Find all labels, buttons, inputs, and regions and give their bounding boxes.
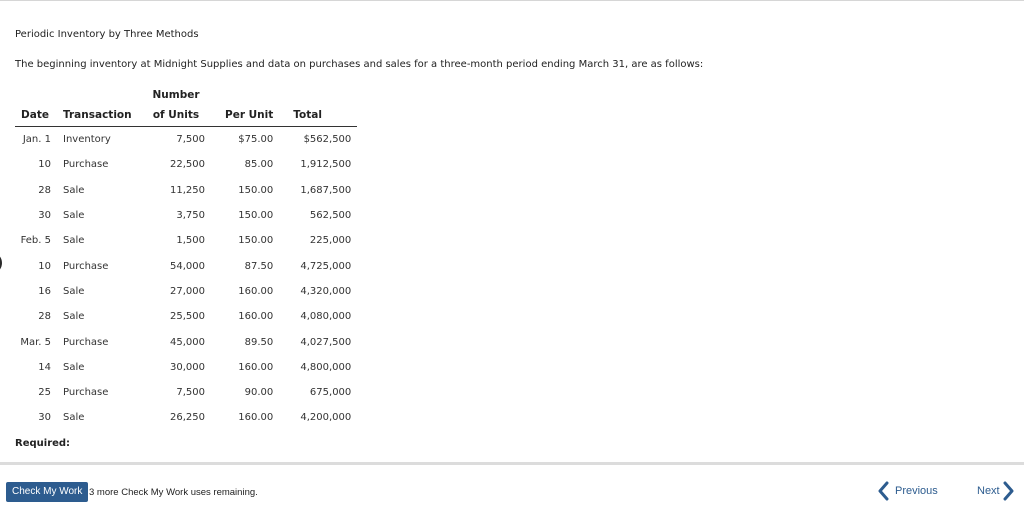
cell-date: Mar. 5 (20, 336, 51, 348)
cell-transaction: Sale (63, 311, 85, 323)
cell-per-unit: 150.00 (238, 210, 274, 222)
cell-transaction: Inventory (63, 134, 111, 146)
header-transaction: Transaction (57, 104, 141, 127)
cell-total: $562,500 (303, 134, 352, 146)
header-units-top: Number (152, 88, 200, 101)
chevron-right-icon (1003, 481, 1015, 501)
cell-units: 54,000 (170, 260, 205, 272)
table-row (15, 203, 357, 228)
cell-date: 30 (38, 412, 51, 424)
cell-units: 11,250 (170, 184, 205, 196)
cell-total: 4,080,000 (300, 311, 352, 323)
cell-transaction: Sale (63, 210, 85, 222)
table-row (15, 228, 357, 253)
cell-total: 4,320,000 (300, 285, 352, 297)
cell-transaction: Sale (63, 235, 85, 247)
check-my-work-button[interactable]: Check My Work (6, 482, 88, 502)
table-header-row-top (15, 85, 357, 104)
required-label: Required: (15, 438, 71, 449)
cell-transaction: Sale (63, 361, 85, 373)
next-label: Next (977, 485, 1000, 497)
intro-text: The beginning inventory at Midnight Supplies and data on purchases and sales for a three-month period ending March 31, are as follows: (15, 59, 704, 70)
cell-transaction: Purchase (63, 387, 109, 399)
cell-units: 3,750 (176, 210, 205, 222)
cell-per-unit: 160.00 (238, 311, 274, 323)
cell-transaction: Sale (63, 412, 85, 424)
cell-units: 27,000 (170, 285, 205, 297)
table-row (15, 380, 357, 405)
next-button[interactable] (977, 480, 1015, 502)
cell-units: 22,500 (170, 159, 205, 171)
table-row (15, 253, 357, 278)
side-panel-handle-icon[interactable] (0, 251, 7, 275)
table-row (15, 405, 357, 430)
cell-units: 30,000 (170, 361, 205, 373)
cell-per-unit: 85.00 (244, 159, 274, 171)
header-per-unit: Per Unit (211, 104, 279, 127)
cell-per-unit: 89.50 (244, 336, 274, 348)
cell-per-unit: $75.00 (238, 134, 274, 146)
previous-button[interactable] (877, 480, 938, 502)
cell-transaction: Purchase (63, 336, 109, 348)
cell-total: 4,200,000 (300, 412, 352, 424)
cell-units: 7,500 (176, 387, 205, 399)
cell-transaction: Purchase (63, 159, 109, 171)
footer-divider (0, 462, 1024, 465)
cell-total: 675,000 (309, 387, 352, 399)
cell-per-unit: 160.00 (238, 412, 274, 424)
cell-total: 4,725,000 (300, 260, 352, 272)
cell-total: 1,912,500 (300, 159, 352, 171)
cell-total: 225,000 (309, 235, 352, 247)
cell-per-unit: 90.00 (244, 387, 274, 399)
table-row (15, 152, 357, 177)
cell-per-unit: 150.00 (238, 235, 274, 247)
cell-total: 4,027,500 (300, 336, 352, 348)
header-units: of Units (141, 104, 211, 127)
remaining-uses-text: 3 more Check My Work uses remaining. (89, 487, 258, 498)
chevron-left-icon (877, 481, 889, 501)
cell-units: 25,500 (170, 311, 205, 323)
table-row (15, 355, 357, 380)
cell-per-unit: 87.50 (244, 260, 274, 272)
cell-per-unit: 160.00 (238, 361, 274, 373)
table-row (15, 304, 357, 329)
previous-label: Previous (895, 485, 938, 497)
cell-units: 45,000 (170, 336, 205, 348)
table-header-row (15, 104, 357, 127)
table-row (15, 329, 357, 354)
cell-date: Feb. 5 (20, 235, 51, 247)
cell-date: 25 (38, 387, 51, 399)
cell-per-unit: 160.00 (238, 285, 274, 297)
cell-date: 10 (38, 159, 51, 171)
table-row (15, 127, 357, 153)
header-date: Date (15, 104, 57, 127)
cell-date: 28 (38, 311, 51, 323)
cell-transaction: Sale (63, 285, 85, 297)
cell-date: 16 (38, 285, 51, 297)
cell-total: 562,500 (309, 210, 352, 222)
cell-total: 1,687,500 (300, 184, 352, 196)
cell-total: 4,800,000 (300, 361, 352, 373)
inventory-table (15, 85, 357, 431)
cell-date: 28 (38, 184, 51, 196)
page-title: Periodic Inventory by Three Methods (15, 29, 199, 40)
cell-date: Jan. 1 (22, 134, 51, 146)
cell-units: 26,250 (170, 412, 205, 424)
cell-per-unit: 150.00 (238, 184, 274, 196)
cell-units: 1,500 (176, 235, 205, 247)
cell-units: 7,500 (176, 134, 205, 146)
cell-transaction: Sale (63, 184, 85, 196)
cell-transaction: Purchase (63, 260, 109, 272)
cell-date: 14 (38, 361, 51, 373)
cell-date: 30 (38, 210, 51, 222)
table-row (15, 178, 357, 203)
cell-date: 10 (38, 260, 51, 272)
table-row (15, 279, 357, 304)
header-total: Total (279, 104, 357, 127)
